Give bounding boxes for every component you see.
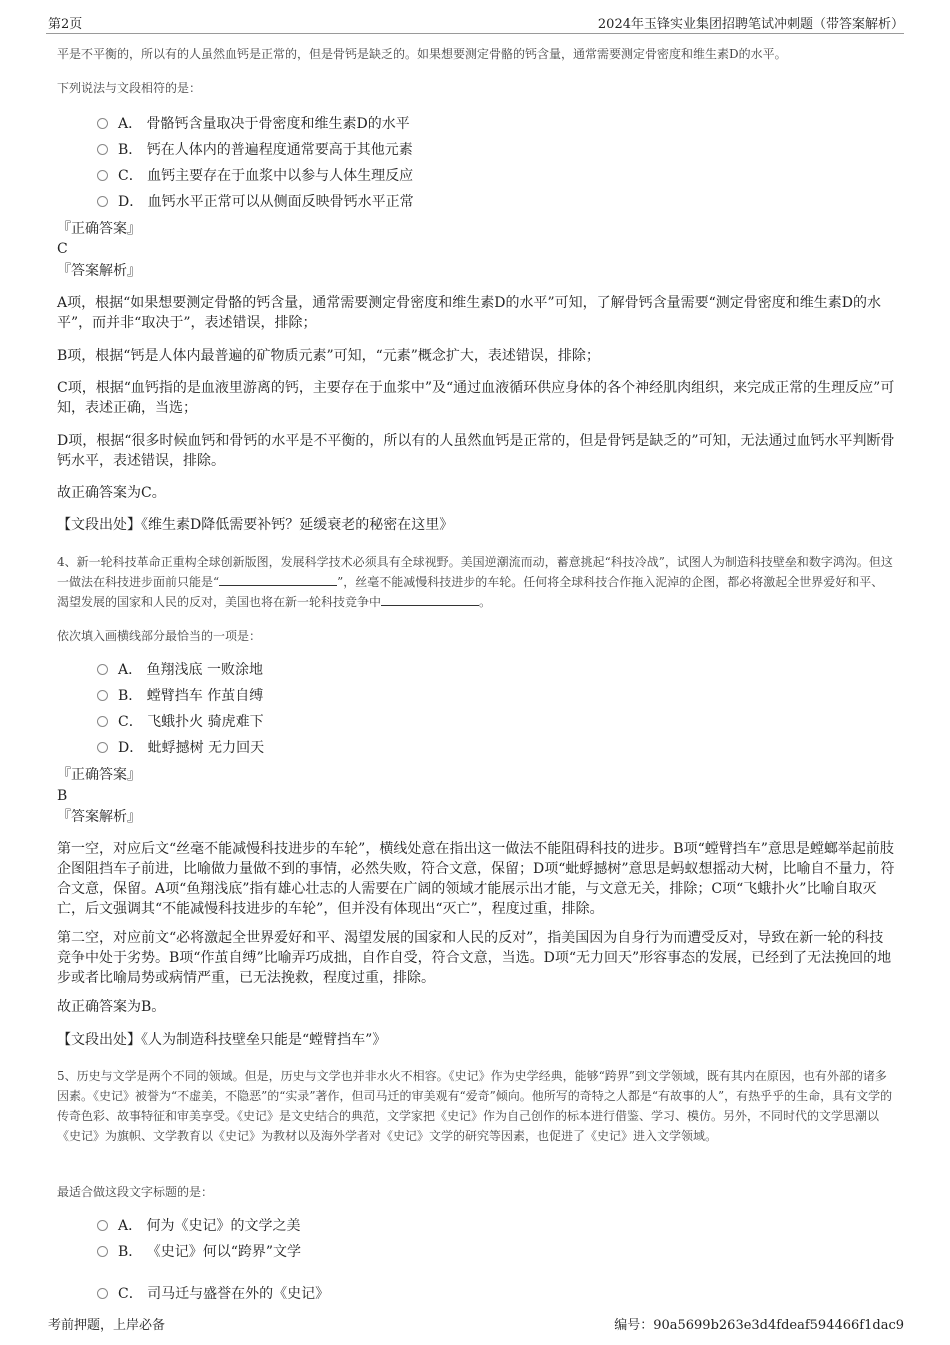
radio-icon[interactable] bbox=[97, 690, 108, 701]
q4-answer: B bbox=[57, 788, 68, 804]
option-label: B． 钙在人体内的普遍程度通常要高于其他元素 bbox=[118, 142, 413, 158]
radio-icon[interactable] bbox=[97, 716, 108, 727]
blank-line-2[interactable] bbox=[381, 593, 479, 606]
q3-answer: C bbox=[57, 241, 68, 257]
option-label: D． 血钙水平正常可以从侧面反映骨钙水平正常 bbox=[118, 194, 414, 210]
q4-conclusion: 故正确答案为B。 bbox=[57, 999, 166, 1015]
q3-conclusion: 故正确答案为C。 bbox=[57, 485, 166, 501]
q3-option-b[interactable] bbox=[97, 140, 413, 160]
radio-icon[interactable] bbox=[97, 1288, 108, 1299]
radio-icon[interactable] bbox=[97, 118, 108, 129]
blank-line-1[interactable] bbox=[219, 573, 337, 586]
q4-prompt: 依次填入画横线部分最恰当的一项是： bbox=[57, 629, 262, 643]
q5-prompt: 最适合做这段文字标题的是： bbox=[57, 1185, 214, 1199]
q4-source: 【文段出处】《人为制造科技壁垒只能是“螳臂挡车”》 bbox=[57, 1032, 387, 1048]
option-label: A． 骨骼钙含量取决于骨密度和维生素D的水平 bbox=[118, 116, 410, 132]
q3-analysis-d: D项，根据“很多时候血钙和骨钙的水平是不平衡的，所以有的人虽然血钙是正常的，但是骨钙是缺乏的”可知，无法通过血钙水平判断骨钙水平，表述错误，排除。 bbox=[57, 433, 895, 469]
q4-passage-part-3: 。 bbox=[479, 595, 492, 609]
option-label: B． 《史记》何以“跨界”文学 bbox=[118, 1244, 302, 1260]
q5-option-b[interactable] bbox=[97, 1242, 301, 1262]
radio-icon[interactable] bbox=[97, 664, 108, 675]
q4-analysis-1: 第一空，对应后文“丝毫不能减慢科技进步的车轮”，横线处意在指出这一做法不能阻碍科技的进步。B项“螳臂挡车”意思是螳螂举起前肢企图阻挡车子前进，比喻做力量做不到的事情，必然失败，符合文意，保留；D项“蚍蜉撼树”意思是蚂蚁想摇动大树，比喻自不量力，符合文意，保留。A项“鱼翔浅底”指有雄心壮志的人需要在广阔的领域才能展示出才能，与文意无关，排除；C项“飞蛾扑火”比喻自取灭亡，后文强调其“不能减慢科技进步的车轮”，但并没有体现出“灭亡”，程度过重，排除。 bbox=[57, 841, 895, 917]
page-header bbox=[0, 0, 950, 40]
q3-passage-end: 平是不平衡的，所以有的人虽然血钙是正常的，但是骨钙是缺乏的。如果想要测定骨骼的钙含量，通常需要测定骨密度和维生素D的水平。 bbox=[57, 47, 787, 61]
q3-analysis-label: 『答案解析』 bbox=[57, 263, 141, 279]
document-title: 2024年玉锋实业集团招聘笔试冲刺题（带答案解析） bbox=[597, 17, 904, 32]
option-label: C． 飞蛾扑火 骑虎难下 bbox=[118, 714, 264, 730]
footer-document-id: 编号：90a5699b263e3d4fdeaf594466f1dac9 bbox=[614, 1318, 904, 1333]
option-label: C． 血钙主要存在于血浆中以参与人体生理反应 bbox=[118, 168, 414, 184]
radio-icon[interactable] bbox=[97, 1246, 108, 1257]
q5-option-a[interactable] bbox=[97, 1216, 301, 1236]
header-divider bbox=[46, 33, 904, 34]
q4-option-a[interactable] bbox=[97, 660, 263, 680]
q4-passage-part-1: 4、新一轮科技革命正重构全球创新版图，发展科学技术必须具有全球视野。美国逆潮流而动，蓄意挑起“科技冷战”，试图人为制造科技壁垒和数字鸿沟。但这一做法在科技进步面前只能是“ bbox=[57, 555, 893, 589]
q4-analysis-label: 『答案解析』 bbox=[57, 809, 141, 825]
q3-answer-label: 『正确答案』 bbox=[57, 221, 141, 237]
option-label: A． 鱼翔浅底 一败涂地 bbox=[118, 662, 264, 678]
q3-prompt: 下列说法与文段相符的是： bbox=[57, 81, 202, 95]
q5-passage: 5、历史与文学是两个不同的领域。但是，历史与文学也并非水火不相容。《史记》作为史学经典，能够“跨界”到文学领域，既有其内在原因，也有外部的诸多因素。《史记》被誉为“不虚美，不隐恶”的“实录”著作，但司马迁的审美观有“爱奇”倾向。他所写的奇特之人都是“有故事的人”，有热乎乎的生命，具有文学的传奇色彩、故事特征和审美享受。《史记》是文史结合的典范，文学家把《史记》作为自己创作的标本进行借鉴、学习、模仿。另外，不同时代的文学思潮以《史记》为旗帜、文学教育以《史记》为教材以及海外学者对《史记》文学的研究等因素，也促进了《史记》进入文学领域。 bbox=[57, 1069, 893, 1143]
option-label: C． 司马迁与盛誉在外的《史记》 bbox=[118, 1286, 330, 1302]
radio-icon[interactable] bbox=[97, 742, 108, 753]
q3-analysis-b: B项，根据“钙是人体内最普遍的矿物质元素”可知，“元素”概念扩大，表述错误，排除； bbox=[57, 348, 600, 364]
radio-icon[interactable] bbox=[97, 1220, 108, 1231]
q4-option-d[interactable] bbox=[97, 738, 264, 758]
q5-option-c[interactable] bbox=[97, 1284, 329, 1304]
q4-passage-part-2: ”，丝毫不能减慢科技进步的车轮。任何将全球科技合作拖入泥淖的企图，都必将激起全世界爱好和平、渴望发展的国家和人民的反对，美国也将在新一轮科技竞争中 bbox=[57, 575, 884, 609]
q3-source: 【文段出处】《维生素D降低需要补钙？延缓衰老的秘密在这里》 bbox=[57, 517, 454, 533]
q4-answer-label: 『正确答案』 bbox=[57, 767, 141, 783]
radio-icon[interactable] bbox=[97, 196, 108, 207]
q4-option-b[interactable] bbox=[97, 686, 263, 706]
q3-analysis-c: C项，根据“血钙指的是血液里游离的钙，主要存在于血浆中”及“通过血液循环供应身体的各个神经肌肉组织，来完成正常的生理反应”可知，表述正确，当选； bbox=[57, 380, 895, 416]
option-label: D． 蚍蜉撼树 无力回天 bbox=[118, 740, 265, 756]
q3-option-d[interactable] bbox=[97, 192, 414, 212]
page-number: 第2页 bbox=[48, 17, 83, 32]
radio-icon[interactable] bbox=[97, 144, 108, 155]
q3-option-c[interactable] bbox=[97, 166, 413, 186]
radio-icon[interactable] bbox=[97, 170, 108, 181]
q3-option-a[interactable] bbox=[97, 114, 410, 134]
option-label: A． 何为《史记》的文学之美 bbox=[118, 1218, 301, 1234]
q4-passage bbox=[57, 552, 895, 612]
option-label: B． 螳臂挡车 作茧自缚 bbox=[118, 688, 264, 704]
q4-option-c[interactable] bbox=[97, 712, 264, 732]
q4-analysis-2: 第二空，对应前文“必将激起全世界爱好和平、渴望发展的国家和人民的反对”，指美国因为自身行为而遭受反对，导致在新一轮的科技竞争中处于劣势。B项“作茧自缚”比喻弄巧成拙，自作自受，符合文意，当选。D项“无力回天”形容事态的发展，已经到了无法挽回的地步或者比喻局势或病情严重，已无法挽救，程度过重，排除。 bbox=[57, 930, 892, 986]
q3-analysis-a: A项，根据“如果想要测定骨骼的钙含量，通常需要测定骨密度和维生素D的水平”可知，了解骨钙含量需要“测定骨密度和维生素D的水平”，而并非“取决于”，表述错误，排除； bbox=[57, 295, 882, 331]
footer-slogan: 考前押题，上岸必备 bbox=[48, 1318, 166, 1333]
